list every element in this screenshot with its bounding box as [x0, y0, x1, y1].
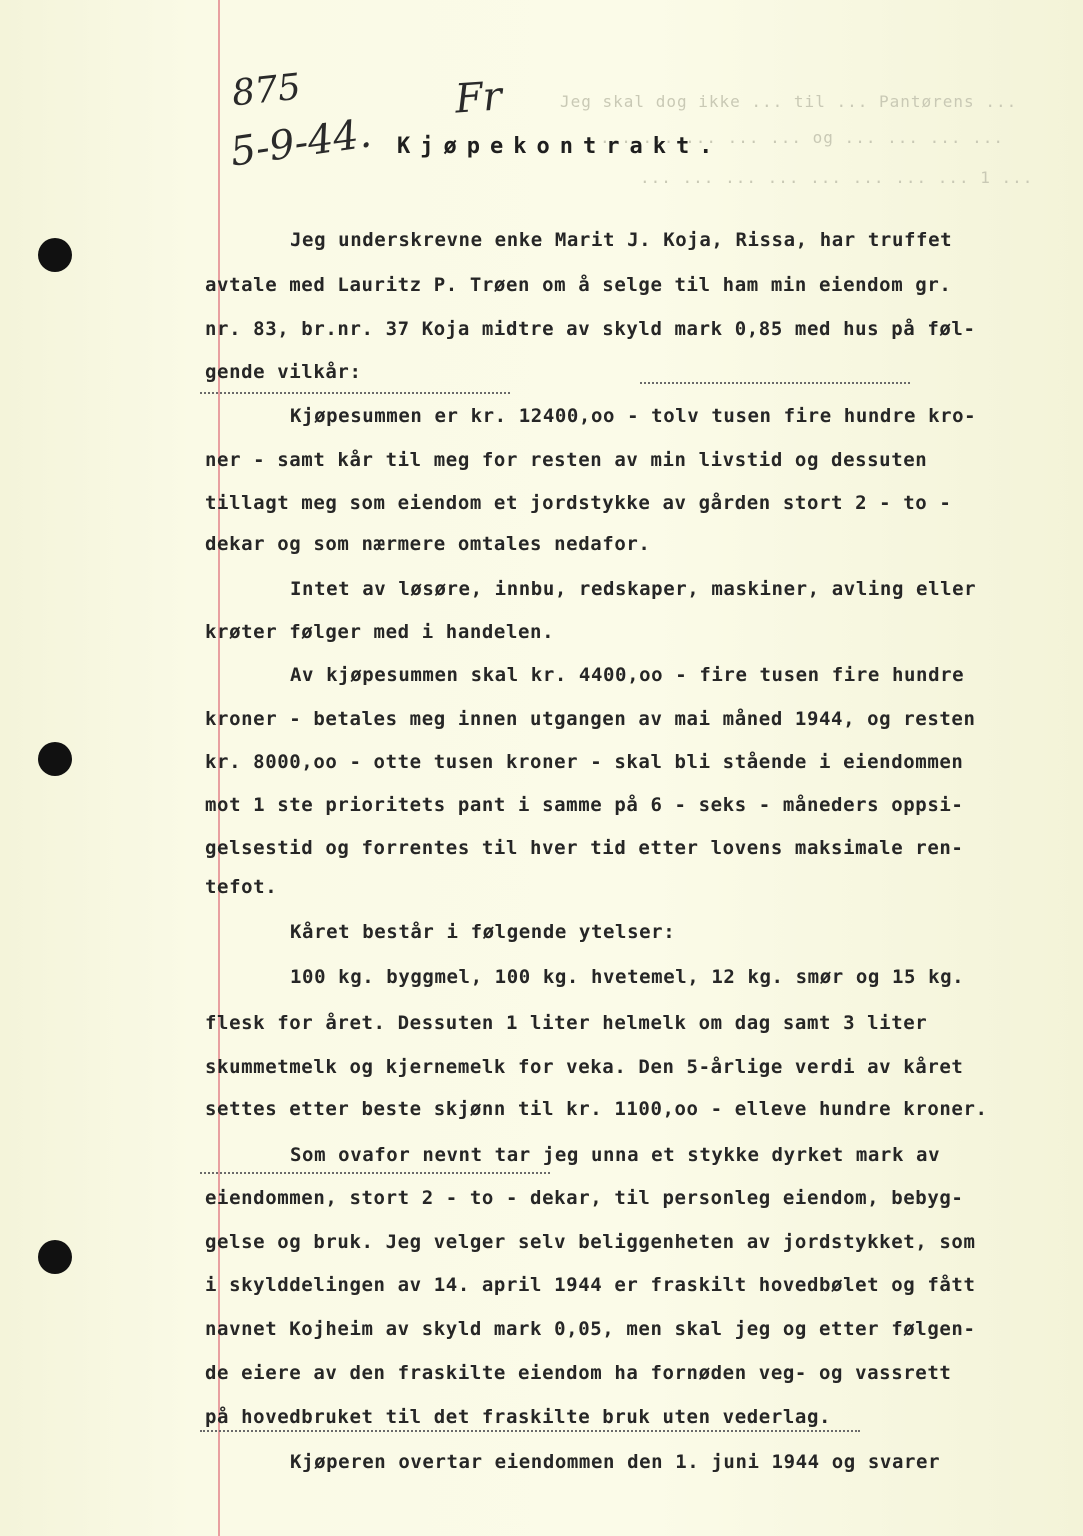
text-line: Som ovafor nevnt tar jeg unna et stykke dyrket mark av	[290, 1144, 941, 1166]
text-line: på hovedbruket til det fraskilte bruk uten vederlag.	[205, 1406, 832, 1428]
text-line: navnet Kojheim av skyld mark 0,05, men skal jeg og etter følgen-	[205, 1318, 976, 1340]
dotted-underline	[200, 1430, 860, 1432]
text-line: nr. 83, br.nr. 37 Koja midtre av skyld mark 0,85 med hus på føl-	[205, 318, 976, 340]
bleed-through-text: ... ... ... ... ... og ... ... ... ...	[600, 128, 1005, 147]
handwritten-date: 5-9-44.	[227, 110, 375, 176]
text-line: i skylddelingen av 14. april 1944 er fraskilt hovedbølet og fått	[205, 1274, 976, 1296]
document-title: Kjøpekontrakt.	[397, 134, 723, 159]
dotted-underline	[640, 382, 910, 384]
punch-hole	[38, 1240, 72, 1274]
text-line: settes etter beste skjønn til kr. 1100,oo - elleve hundre kroner.	[205, 1098, 988, 1120]
text-line: ner - samt kår til meg for resten av min livstid og dessuten	[205, 449, 928, 471]
dotted-underline	[200, 392, 510, 394]
dotted-underline	[200, 1172, 550, 1174]
text-line: kr. 8000,oo - otte tusen kroner - skal bli stående i eiendommen	[205, 751, 964, 773]
text-line: dekar og som nærmere omtales nedafor.	[205, 533, 651, 555]
text-line: eiendommen, stort 2 - to - dekar, til personleg eiendom, bebyg-	[205, 1187, 964, 1209]
text-line: tefot.	[205, 876, 278, 898]
bleed-through-text: ... ... ... ... ... ... ... ... 1 ...	[640, 168, 1034, 187]
text-line: gelsestid og forrentes til hver tid etter lovens maksimale ren-	[205, 837, 964, 859]
text-line: gelse og bruk. Jeg velger selv beliggenheten av jordstykket, som	[205, 1231, 976, 1253]
text-line: Av kjøpesummen skal kr. 4400,oo - fire tusen fire hundre	[290, 664, 965, 686]
text-line: Intet av løsøre, innbu, redskaper, maskiner, avling eller	[290, 578, 977, 600]
handwritten-mark: Fr	[453, 73, 504, 123]
text-line: 100 kg. byggmel, 100 kg. hvetemel, 12 kg. smør og 15 kg.	[290, 966, 965, 988]
text-line: Kjøpesummen er kr. 12400,oo - tolv tusen fire hundre kro-	[290, 405, 977, 427]
text-line: mot 1 ste prioritets pant i samme på 6 - seks - måneders oppsi-	[205, 794, 964, 816]
text-line: skummetmelk og kjernemelk for veka. Den 5-årlige verdi av kåret	[205, 1056, 964, 1078]
punch-hole	[38, 238, 72, 272]
text-line: Jeg underskrevne enke Marit J. Koja, Rissa, har truffet	[290, 229, 953, 251]
text-line: Kåret består i følgende ytelser:	[290, 921, 676, 943]
text-line: flesk for året. Dessuten 1 liter helmelk om dag samt 3 liter	[205, 1012, 928, 1034]
text-line: Kjøperen overtar eiendommen den 1. juni 1944 og svarer	[290, 1451, 941, 1473]
text-line: kroner - betales meg innen utgangen av mai måned 1944, og resten	[205, 708, 976, 730]
handwritten-number: 875	[230, 66, 303, 115]
punch-hole	[38, 742, 72, 776]
text-line: gende vilkår:	[205, 361, 362, 383]
text-line: tillagt meg som eiendom et jordstykke av gården stort 2 - to -	[205, 492, 952, 514]
bleed-through-text: Jeg skal dog ikke ... til ... Pantørens ...	[560, 92, 1018, 111]
text-line: avtale med Lauritz P. Trøen om å selge til ham min eiendom gr.	[205, 274, 952, 296]
text-line: de eiere av den fraskilte eiendom ha fornøden veg- og vassrett	[205, 1362, 952, 1384]
text-line: krøter følger med i handelen.	[205, 621, 555, 643]
